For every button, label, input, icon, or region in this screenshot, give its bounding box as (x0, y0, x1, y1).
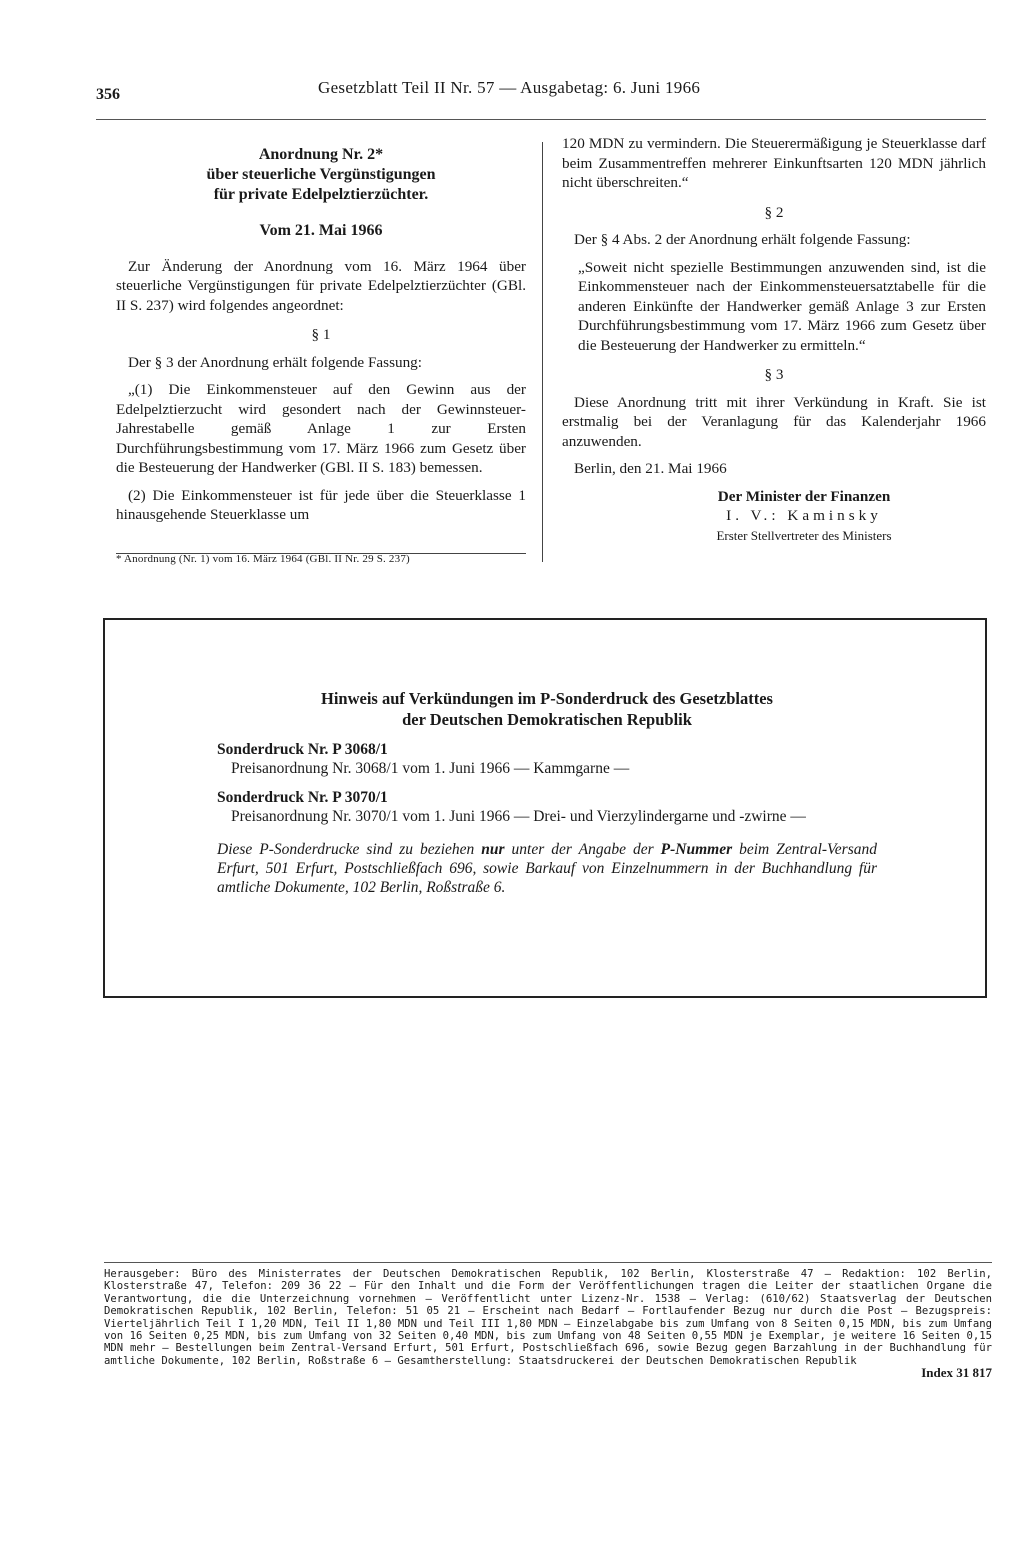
signature-block (622, 487, 986, 546)
index-line (104, 1367, 992, 1379)
section-1-paragraph-1: „(1) Die Einkommensteuer auf den Gewinn aus der Edelpelztierzucht wird gesondert nach der Gewinnsteuer-Jahrestabelle gemäß Anlage 1 zur Ersten Durchführungsbestimmung vom 17. März 1966 zum Gesetz über die Besteuerung der Handwerker (GBl. II S. 183) bemessen. (116, 381, 526, 476)
notice-info-text: unter der Angabe der (504, 841, 661, 858)
notice-entry-head: Sonderdruck Nr. P 3070/1 (217, 789, 388, 806)
signer-role: Erster Stellvertreter des Ministers (716, 527, 892, 543)
notice-entry-body: Preisanordnung Nr. 3070/1 vom 1. Juni 1966 — Drei- und Vierzylindergarne und -zwirne — (231, 808, 806, 825)
section-1-heading: § 1 (311, 326, 331, 343)
notice-info-emphasis: nur (481, 841, 505, 858)
document-title (116, 145, 526, 205)
section-1-lead: Der § 3 der Anordnung erhält folgende Fassung: (128, 353, 422, 371)
imprint-text: Herausgeber: Büro des Ministerrates der Deutschen Demokratischen Republik, 102 Berlin, Klosterstraße 47 — Redaktion: 102 Berlin, Klosterstraße 47, Telefon: 209 36 22 — Für den Inhalt und die Form der Veröffentlichungen tragen die Leiter der staatlichen Organe die Verantwortung, die die Unterzeichnung vornehmen — Veröffentlicht unter Lizenz-Nr. 1538 — Verlag: (610/62) Staatsverlag der Deutschen Demokratischen Republik, 102 Berlin, Telefon: 51 05 21 — Erscheint nach Bedarf — Fortlaufender Bezug nur durch die Post — Bezugspreis: Vierteljährlich Teil I 1,20 MDN, Teil II 1,80 MDN und Teil III 1,80 MDN — Einzelabgabe bis zum Umfang von 8 Seiten 0,15 MDN, bis zum Umfang von 16 Seiten 0,25 MDN, bis zum Umfang von 32 Seiten 0,40 MDN, bis zum Umfang von 48 Seiten 0,55 MDN je Exemplar, je weitere 16 Seiten 0,15 MDN mehr — Bestellungen beim Zentral-Versand Erfurt, 501 Erfurt, Postschließfach 696, sowie Bezug gegen Barzahlung in der Buchhandlung für amtliche Dokumente, 102 Berlin, Roßstraße 6 — Gesamtherstellung: Staatsdruckerei der Deutschen Demokratischen Republik (104, 1268, 992, 1367)
right-column (562, 134, 986, 545)
header-rule (96, 119, 986, 120)
notice-info-emphasis: P-Nummer (660, 841, 733, 858)
notice-info-text: beim Zentral-Versand Erfurt, 501 Erfurt, Postschließfach 696, sowie Barkauf von Einzelnummern in der Buchhandlung für amtliche Dokumente, 102 Berlin, Roßstraße 6. (217, 841, 877, 896)
notice-title-line: Hinweis auf Verkündungen im P-Sonderdruck des Gesetzblattes (321, 689, 773, 708)
notice-info-text: Diese P-Sonderdrucke sind zu beziehen (217, 841, 482, 858)
page-number: 356 (96, 86, 120, 103)
notice-title-line: der Deutschen Demokratischen Republik (402, 710, 692, 729)
section-1-paragraph-2: (2) Die Einkommensteuer ist für jede über die Steuerklasse 1 hinausgehende Steuerklasse um (116, 486, 526, 523)
imprint-rule (104, 1262, 992, 1263)
signer-title: Der Minister der Finanzen (717, 487, 891, 505)
left-column (116, 145, 526, 525)
section-3-text: Diese Anordnung tritt mit ihrer Verkündung in Kraft. Sie ist erstmalig bei der Veranlagung für das Kalenderjahr 1966 anzuwenden. (562, 393, 986, 450)
notice-entry (217, 740, 877, 778)
notice-content (217, 688, 877, 897)
title-line: über steuerliche Vergünstigungen (206, 166, 436, 183)
imprint (104, 1268, 992, 1380)
continuation-paragraph: 120 MDN zu vermindern. Die Steuerermäßigung je Steuerklasse darf beim Zusammentreffen mehrerer Einkunftsarten 120 MDN jährlich nicht überschreiten.“ (562, 135, 986, 191)
intro-paragraph: Zur Änderung der Anordnung vom 16. März 1964 über steuerliche Vergünstigungen für private Edelpelztierzüchter (GBl. II S. 237) wird folgendes angeordnet: (116, 257, 526, 314)
section-2-heading: § 2 (764, 203, 784, 221)
document-date: Vom 21. Mai 1966 (259, 222, 383, 239)
place-date: Berlin, den 21. Mai 1966 (574, 460, 727, 477)
notice-title (217, 688, 877, 730)
section-2-lead: Der § 4 Abs. 2 der Anordnung erhält folgende Fassung: (574, 231, 911, 248)
notice-info (217, 840, 877, 897)
section-3-heading: § 3 (764, 366, 784, 383)
footnote: * Anordnung (Nr. 1) vom 16. März 1964 (GBl. II Nr. 29 S. 237) (116, 553, 410, 565)
section-2-quote: „Soweit nicht spezielle Bestimmungen anzuwenden sind, ist die Einkommensteuer nach der Einkommensteuersatztabelle für die anderen Einkünfte der Handwerker gemäß Anlage 3 zur Ersten Durchführungsbestimmung vom 17. März 1966 zum Gesetz über die Besteuerung der Handwerker zu ermitteln.“ (578, 258, 986, 354)
notice-entry (217, 788, 877, 826)
notice-entry-head: Sonderdruck Nr. P 3068/1 (217, 741, 388, 758)
notice-entry-body: Preisanordnung Nr. 3068/1 vom 1. Juni 1966 — Kammgarne — (231, 760, 630, 777)
column-divider (542, 142, 543, 562)
title-line: für private Edelpelztierzüchter. (213, 186, 429, 203)
index-number: Index 31 817 (921, 1365, 992, 1381)
notice-box (103, 618, 987, 998)
signer-name: I. V.: Kaminsky (726, 507, 882, 524)
running-head: Gesetzblatt Teil II Nr. 57 — Ausgabetag: 6. Juni 1966 (318, 78, 701, 97)
title-line: Anordnung Nr. 2* (258, 146, 384, 163)
